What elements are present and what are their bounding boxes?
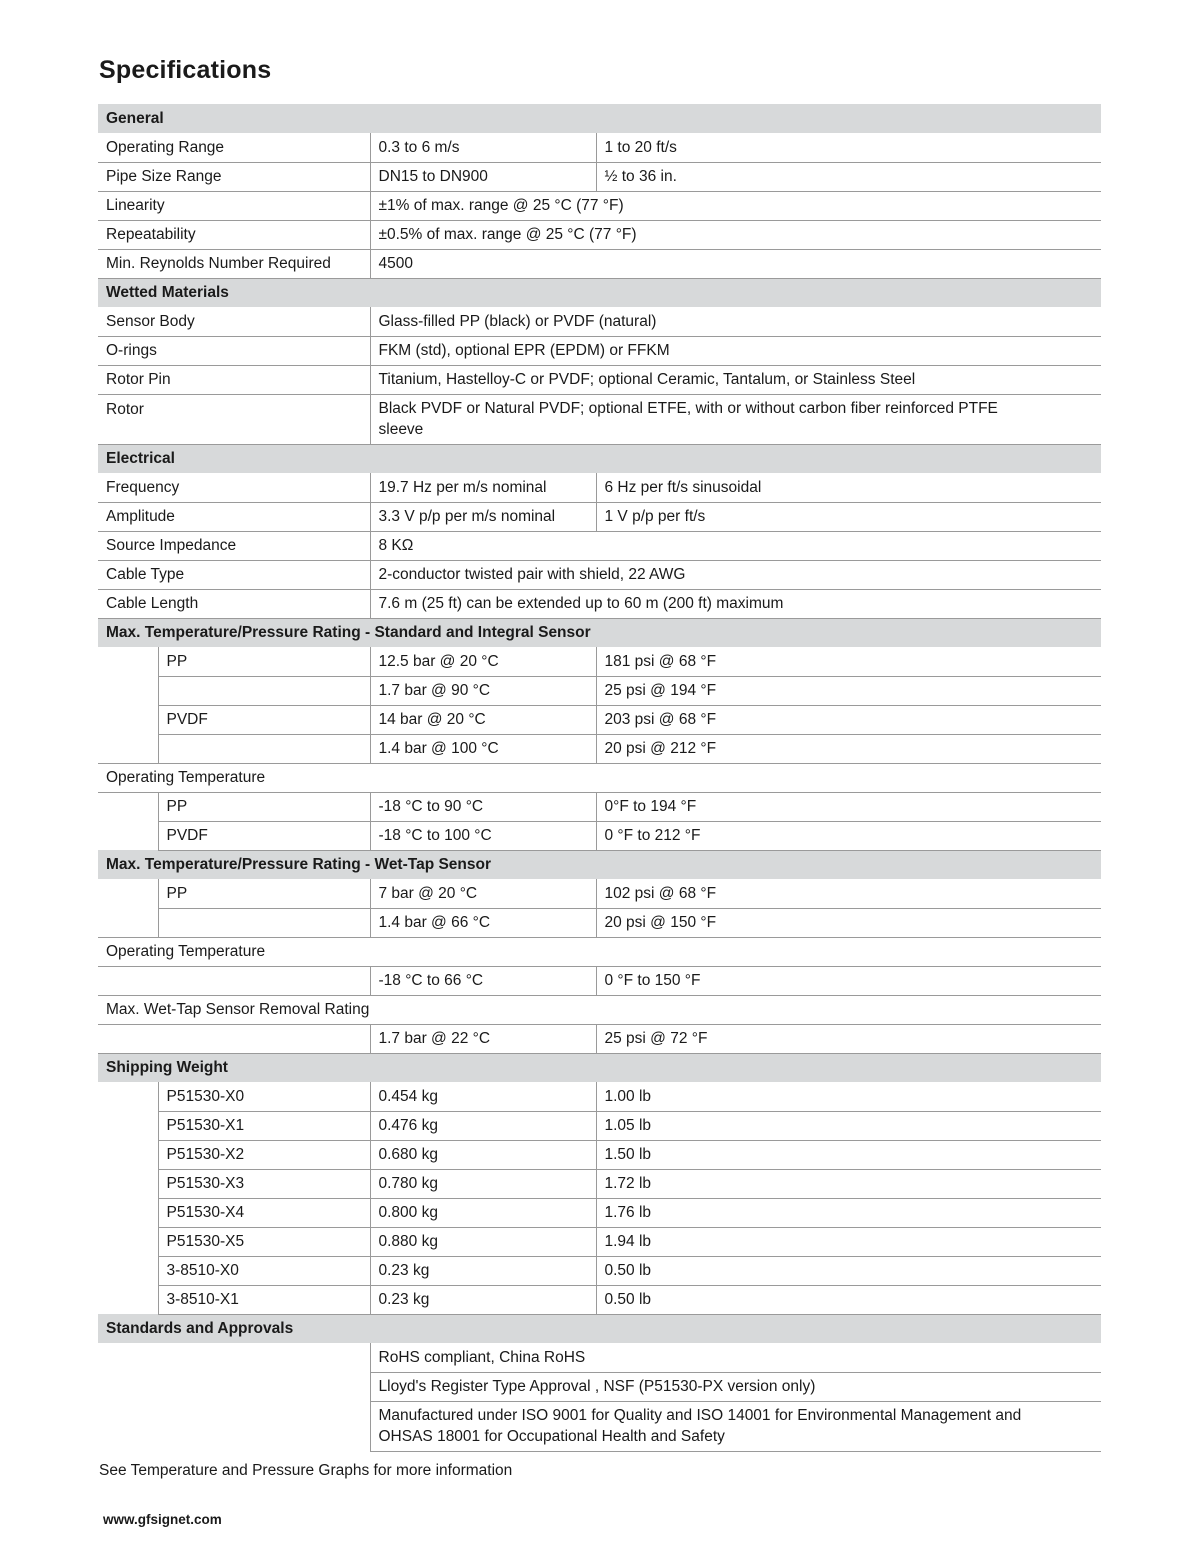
row-value: ±0.5% of max. range @ 25 °C (77 °F) [370, 220, 1101, 249]
section-heading: Electrical [98, 444, 1101, 473]
section-general-header [98, 104, 1101, 133]
metric-value: 19.7 Hz per m/s nominal [370, 473, 596, 502]
table-row [98, 560, 1101, 589]
section-standards-header [98, 1314, 1101, 1343]
table-row [98, 473, 1101, 502]
metric-value: 14 bar @ 20 °C [370, 705, 596, 734]
row-value: Black PVDF or Natural PVDF; optional ETFE, with or without carbon fiber reinforced PTFE sleeve [370, 394, 1101, 444]
table-row [98, 502, 1101, 531]
model-label: 3-8510-X0 [158, 1256, 370, 1285]
section-heading: Shipping Weight [98, 1053, 1101, 1082]
table-row [98, 1256, 1101, 1285]
table-row [98, 394, 1101, 444]
imperial-value: 20 psi @ 212 °F [596, 734, 1101, 763]
metric-value: 12.5 bar @ 20 °C [370, 647, 596, 676]
standard-item: RoHS compliant, China RoHS [370, 1343, 1101, 1372]
row-label: Frequency [98, 473, 370, 502]
table-row [98, 589, 1101, 618]
imperial-value: 1 V p/p per ft/s [596, 502, 1101, 531]
material-label: PVDF [158, 821, 370, 850]
model-label: P51530-X3 [158, 1169, 370, 1198]
row-label: Min. Reynolds Number Required [98, 249, 370, 278]
metric-value: -18 °C to 90 °C [370, 792, 596, 821]
row-label: Amplitude [98, 502, 370, 531]
imperial-value: 1 to 20 ft/s [596, 133, 1101, 162]
row-label: Rotor Pin [98, 365, 370, 394]
imperial-value: 102 psi @ 68 °F [596, 879, 1101, 908]
row-value: ±1% of max. range @ 25 °C (77 °F) [370, 191, 1101, 220]
metric-value: 1.7 bar @ 90 °C [370, 676, 596, 705]
row-label: O-rings [98, 336, 370, 365]
lb-value: 1.05 lb [596, 1111, 1101, 1140]
model-label: 3-8510-X1 [158, 1285, 370, 1314]
table-row [98, 336, 1101, 365]
indent-cell [98, 1285, 158, 1314]
lb-value: 1.94 lb [596, 1227, 1101, 1256]
imperial-value: 0 °F to 212 °F [596, 821, 1101, 850]
indent-cell [98, 966, 370, 995]
table-row [98, 1169, 1101, 1198]
table-row [98, 1111, 1101, 1140]
row-label: Pipe Size Range [98, 162, 370, 191]
imperial-value: 6 Hz per ft/s sinusoidal [596, 473, 1101, 502]
lb-value: 0.50 lb [596, 1256, 1101, 1285]
section-electrical-header [98, 444, 1101, 473]
lb-value: 0.50 lb [596, 1285, 1101, 1314]
table-row [98, 191, 1101, 220]
section-shipping-header [98, 1053, 1101, 1082]
indent-cell [98, 1111, 158, 1140]
table-row [98, 995, 1101, 1024]
row-label: Linearity [98, 191, 370, 220]
model-label: P51530-X5 [158, 1227, 370, 1256]
table-row [98, 220, 1101, 249]
table-row [98, 365, 1101, 394]
table-row [98, 1343, 1101, 1372]
table-row [98, 1372, 1101, 1401]
table-row [98, 1140, 1101, 1169]
table-row [98, 821, 1101, 850]
standard-item: Lloyd's Register Type Approval , NSF (P51530-PX version only) [370, 1372, 1101, 1401]
indent-cell [98, 1343, 370, 1372]
table-row [98, 133, 1101, 162]
metric-value: -18 °C to 100 °C [370, 821, 596, 850]
section-std-rating-header [98, 618, 1101, 647]
kg-value: 0.23 kg [370, 1285, 596, 1314]
website-link[interactable]: www.gfsignet.com [103, 1512, 222, 1527]
table-row [98, 1198, 1101, 1227]
row-value: Glass-filled PP (black) or PVDF (natural) [370, 307, 1101, 336]
metric-value: 7 bar @ 20 °C [370, 879, 596, 908]
material-label: PP [158, 879, 370, 908]
row-label: Source Impedance [98, 531, 370, 560]
table-row [98, 734, 1101, 763]
indent-cell [98, 1401, 370, 1451]
kg-value: 0.454 kg [370, 1082, 596, 1111]
table-row [98, 1227, 1101, 1256]
imperial-value: 181 psi @ 68 °F [596, 647, 1101, 676]
indent-cell [98, 1082, 158, 1111]
row-label: Sensor Body [98, 307, 370, 336]
indent-cell [98, 1169, 158, 1198]
material-label [158, 676, 370, 705]
lb-value: 1.72 lb [596, 1169, 1101, 1198]
kg-value: 0.880 kg [370, 1227, 596, 1256]
indent-cell [98, 908, 158, 937]
indent-cell [98, 676, 158, 705]
metric-value: 3.3 V p/p per m/s nominal [370, 502, 596, 531]
row-label: Repeatability [98, 220, 370, 249]
row-value: Titanium, Hastelloy-C or PVDF; optional Ceramic, Tantalum, or Stainless Steel [370, 365, 1101, 394]
row-value: 8 KΩ [370, 531, 1101, 560]
table-row [98, 705, 1101, 734]
table-row [98, 162, 1101, 191]
section-heading: General [98, 104, 1101, 133]
indent-cell [98, 821, 158, 850]
material-label [158, 908, 370, 937]
table-row [98, 249, 1101, 278]
indent-cell [98, 1140, 158, 1169]
row-label: Cable Type [98, 560, 370, 589]
indent-cell [98, 705, 158, 734]
section-wetted-header [98, 278, 1101, 307]
row-value: FKM (std), optional EPR (EPDM) or FFKM [370, 336, 1101, 365]
imperial-value: 203 psi @ 68 °F [596, 705, 1101, 734]
kg-value: 0.800 kg [370, 1198, 596, 1227]
imperial-value: 25 psi @ 194 °F [596, 676, 1101, 705]
indent-cell [98, 647, 158, 676]
subheading-label: Operating Temperature [98, 937, 1101, 966]
imperial-value: 0°F to 194 °F [596, 792, 1101, 821]
subheading-label: Operating Temperature [98, 763, 1101, 792]
kg-value: 0.476 kg [370, 1111, 596, 1140]
model-label: P51530-X2 [158, 1140, 370, 1169]
model-label: P51530-X0 [158, 1082, 370, 1111]
imperial-value: 0 °F to 150 °F [596, 966, 1101, 995]
metric-value: 1.7 bar @ 22 °C [370, 1024, 596, 1053]
subheading-label: Max. Wet-Tap Sensor Removal Rating [98, 995, 1101, 1024]
section-heading: Wetted Materials [98, 278, 1101, 307]
metric-value: 1.4 bar @ 66 °C [370, 908, 596, 937]
table-row [98, 307, 1101, 336]
imperial-value: ½ to 36 in. [596, 162, 1101, 191]
lb-value: 1.50 lb [596, 1140, 1101, 1169]
standard-item: Manufactured under ISO 9001 for Quality and ISO 14001 for Environmental Management and OHSAS 18001 for Occupational Health and Safety [370, 1401, 1101, 1451]
lb-value: 1.76 lb [596, 1198, 1101, 1227]
row-value: 4500 [370, 249, 1101, 278]
material-label: PVDF [158, 705, 370, 734]
indent-cell [98, 792, 158, 821]
metric-value: -18 °C to 66 °C [370, 966, 596, 995]
section-heading: Max. Temperature/Pressure Rating - Standard and Integral Sensor [98, 618, 1101, 647]
table-row [98, 937, 1101, 966]
row-value: 7.6 m (25 ft) can be extended up to 60 m (200 ft) maximum [370, 589, 1101, 618]
table-row [98, 531, 1101, 560]
model-label: P51530-X4 [158, 1198, 370, 1227]
table-row [98, 763, 1101, 792]
metric-value: 0.3 to 6 m/s [370, 133, 596, 162]
footnote: See Temperature and Pressure Graphs for more information [99, 1462, 513, 1479]
page-title: Specifications [99, 56, 272, 84]
imperial-value: 25 psi @ 72 °F [596, 1024, 1101, 1053]
material-label [158, 734, 370, 763]
specifications-table [98, 104, 1101, 1452]
indent-cell [98, 879, 158, 908]
row-label: Operating Range [98, 133, 370, 162]
kg-value: 0.680 kg [370, 1140, 596, 1169]
table-row [98, 908, 1101, 937]
table-row [98, 966, 1101, 995]
material-label: PP [158, 647, 370, 676]
row-label: Rotor [98, 394, 370, 444]
metric-value: DN15 to DN900 [370, 162, 596, 191]
indent-cell [98, 1372, 370, 1401]
table-row [98, 1024, 1101, 1053]
imperial-value: 20 psi @ 150 °F [596, 908, 1101, 937]
metric-value: 1.4 bar @ 100 °C [370, 734, 596, 763]
table-row [98, 879, 1101, 908]
indent-cell [98, 1024, 370, 1053]
indent-cell [98, 734, 158, 763]
indent-cell [98, 1227, 158, 1256]
section-heading: Standards and Approvals [98, 1314, 1101, 1343]
row-label: Cable Length [98, 589, 370, 618]
model-label: P51530-X1 [158, 1111, 370, 1140]
indent-cell [98, 1256, 158, 1285]
kg-value: 0.780 kg [370, 1169, 596, 1198]
section-wet-tap-header [98, 850, 1101, 879]
row-value: 2-conductor twisted pair with shield, 22 AWG [370, 560, 1101, 589]
table-row [98, 647, 1101, 676]
table-row [98, 792, 1101, 821]
kg-value: 0.23 kg [370, 1256, 596, 1285]
table-row [98, 1401, 1101, 1451]
table-row [98, 1082, 1101, 1111]
indent-cell [98, 1198, 158, 1227]
table-row [98, 1285, 1101, 1314]
table-row [98, 676, 1101, 705]
section-heading: Max. Temperature/Pressure Rating - Wet-Tap Sensor [98, 850, 1101, 879]
lb-value: 1.00 lb [596, 1082, 1101, 1111]
material-label: PP [158, 792, 370, 821]
